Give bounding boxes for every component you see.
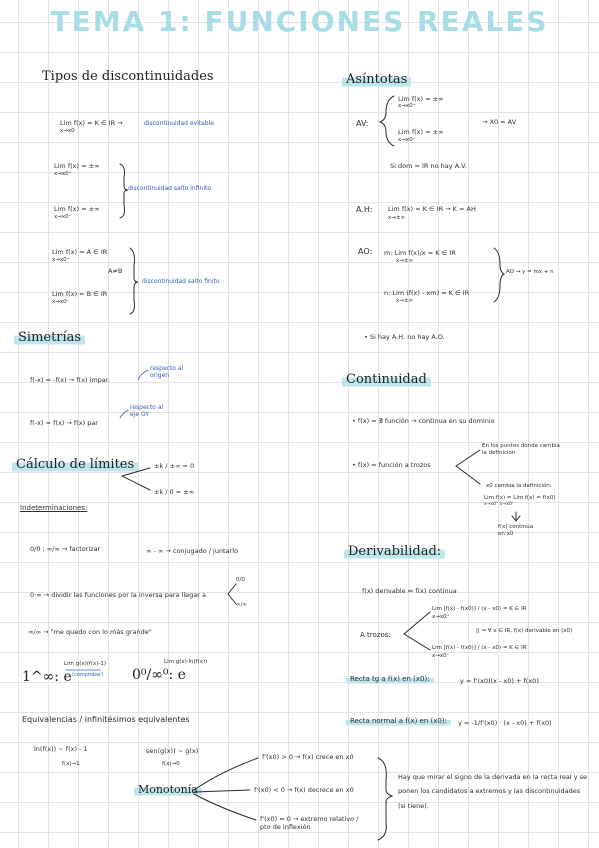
note-arrow-even <box>120 410 128 418</box>
tangent-formula: y = f'(x0)(x - x0) + f(x0) <box>460 677 539 685</box>
symmetry-even-note: respecto al eje OY <box>130 404 164 418</box>
salto-finito-bottom-sub: x→x0⁻ <box>52 299 70 305</box>
continuity-fork-upper <box>456 450 480 466</box>
salto-infinito-top-sub: x→x0⁺ <box>54 171 72 177</box>
salto-finito-condition: A≠B <box>108 267 123 275</box>
one-to-infinity-formula: 1^∞: e <box>22 669 72 685</box>
brace-ao <box>494 248 504 302</box>
continuity-change: x0 cambia la definición: <box>486 483 552 489</box>
zero-power-exponent: Lim g(x)·ln(f(x)) <box>164 659 208 665</box>
monotony-arrow-mid <box>194 790 250 792</box>
indet-fork-upper <box>228 584 236 594</box>
derivative-fork-upper <box>404 612 430 634</box>
indetermination-largest: ∞/∞ → "me quedo con lo más grande" <box>28 628 152 636</box>
ao-slope: m: Lim f(x)/x = K ∈ IR <box>384 249 456 257</box>
continuity-limits: Lim f(x) = Lim f(x) = f(x0) <box>484 495 556 501</box>
asymptotes-heading: Asíntotas <box>342 73 411 86</box>
brace-infinite-jump <box>120 164 128 218</box>
derivative-bottom-limit: Lim [f(x) - f(x0)] / (x - x0) = K ∈ IR <box>432 645 527 651</box>
limits-heading: Cálculo de límites <box>12 458 138 471</box>
indetermination-option-zero: 0/0 <box>236 577 245 583</box>
evitable-subscript: x→x0 <box>60 128 75 134</box>
continuity-limits-sub: x→x0⁻ x→x0⁺ <box>484 502 515 507</box>
indetermination-factorize: 0/0 ; ∞/∞ → factorizar <box>30 545 101 553</box>
derivative-bottom-sub: x→x0⁻ <box>432 653 450 659</box>
continuity-result: f(x) continua en x0 <box>498 524 534 538</box>
evitable-label: discontinuidad evitable <box>144 120 214 127</box>
monotony-heading: Monotonía <box>134 784 202 795</box>
salto-infinito-bottom-sub: x→x0⁻ <box>54 214 72 220</box>
derivability-heading: Derivabilidad: <box>344 545 445 558</box>
salto-finito-bottom: Lim f(x) = B ∈ IR <box>52 290 108 298</box>
ao-intercept: n: Lim (f(x) - xm) = K ∈ IR <box>384 289 470 297</box>
av-label: AV: <box>356 119 369 128</box>
ao-note: • Si hay A.H. no hay A.O. <box>364 333 445 341</box>
zero-power-formula: 0⁰/∞⁰: e <box>132 667 186 683</box>
page-title: TEMA 1: FUNCIONES REALES <box>50 5 549 38</box>
equivalences-heading: Equivalencias / infinitésimos equivalentes <box>22 715 190 724</box>
derivative-conclusion: || ⇒ ∀ x ∈ IR, f(x) derivable en (x0) <box>476 628 573 634</box>
salto-infinito-bottom: Lim f(x) = ±∞ <box>54 205 100 213</box>
brace-finite-jump <box>130 248 138 314</box>
continuity-rule-1: • f(x) = ∄ función → continua en su dominio <box>352 417 495 425</box>
monotony-increasing: f'(x0) > 0 → f(x) crece en x0 <box>262 753 354 761</box>
monotony-arrow-down <box>194 794 256 820</box>
salto-finito-top-sub: x→x0⁺ <box>52 257 70 263</box>
piecewise-label: A trozos: <box>360 631 391 639</box>
salto-finito-top: Lim f(x) = A ∈ IR <box>52 248 108 256</box>
discontinuities-heading: Tipos de discontinuidades <box>42 69 214 84</box>
limit-rule-infinity: ±k / 0 = ±∞ <box>154 488 195 496</box>
av-top-sub: x→x0⁺ <box>398 103 416 109</box>
continuity-breakpoints: En los puntos donde cambia la definición <box>482 443 560 457</box>
normal-label: Recta normal a f(x) en (x0): <box>346 718 451 725</box>
ah-formula: Lim f(x) = K ∈ IR → K = AH <box>388 205 476 213</box>
indet-fork-lower <box>228 594 236 604</box>
indetermination-option-infinity: ∞/∞ <box>236 602 248 608</box>
equivalence-log: ln(f(x)) ~ f(x) - 1 <box>34 745 88 753</box>
symmetry-odd-note: respecto al origen <box>150 365 184 379</box>
av-note: Si dom = IR no hay A.V. <box>390 162 467 170</box>
indetermination-zero-times-infinity: 0·∞ → dividir las funciones por la inversa para llegar a <box>30 591 206 599</box>
continuity-down-arrow <box>512 512 520 521</box>
one-to-infinity-exponent: Lim g(x)(f(x)-1) <box>64 661 106 667</box>
monotony-arrow-up <box>194 758 258 790</box>
av-top-limit: Lim f(x) = ±∞ <box>398 95 444 103</box>
equivalence-sine-condition: f(x)→0 <box>162 761 180 767</box>
limit-rule-zero: ±k / ±∞ = 0 <box>154 462 195 470</box>
monotony-critical: f'(x0) = 0 → extremo relativo / pto de inflexión <box>260 815 359 831</box>
ao-slope-sub: x→±∞ <box>396 258 414 264</box>
symmetry-even-formula: f(-x) = f(x) → f(x) par <box>30 419 98 427</box>
derivative-fork-lower <box>404 634 430 650</box>
one-to-infinity-note: (comprobar) <box>72 672 104 678</box>
derivative-top-sub: x→x0⁺ <box>432 614 450 620</box>
av-bottom-limit: Lim f(x) = ±∞ <box>398 128 444 136</box>
salto-finito-label: discontinuidad salto finito <box>142 278 220 285</box>
ao-label: AO: <box>358 247 373 256</box>
derivative-top-limit: Lim [f(x) - f(x0)] / (x - x0) = K ∈ IR <box>432 606 527 612</box>
derivability-rule: f(x) derivable ⇔ f(x) continua <box>362 587 457 595</box>
continuity-rule-2: • f(x) = función a trozos <box>352 461 431 469</box>
symmetry-heading: Simetrías <box>14 331 85 344</box>
equivalence-log-condition: f(x)→1 <box>62 761 80 767</box>
monotony-decreasing: f'(x0) < 0 → f(x) decrece en x0 <box>254 786 354 794</box>
ah-sub: x→±∞ <box>388 215 406 221</box>
ao-intercept-sub: x→±∞ <box>396 298 414 304</box>
note-arrow-odd <box>138 370 148 380</box>
ao-result: AO → y = mx + n <box>506 269 554 275</box>
indeterminations-heading: Indeterminaciones: <box>20 504 88 512</box>
continuity-fork-lower <box>456 466 480 484</box>
symmetry-odd-formula: f(-x) = -f(x) → f(x) impar. <box>30 376 110 384</box>
monotony-note: Hay que mirar el signo de la derivada en la recta real y se ponen los candidatos a extremos y las discontinuidades (si tiene). <box>398 773 588 810</box>
continuity-heading: Continuidad <box>342 373 431 386</box>
equivalence-sine: sen(g(x)) ~ g(x) <box>146 747 199 755</box>
salto-infinito-top: Lim f(x) = ±∞ <box>54 162 100 170</box>
av-result: → X0 = AV <box>482 118 517 126</box>
limits-fork-lower <box>122 476 150 490</box>
ah-label: A.H: <box>356 205 373 214</box>
av-bottom-sub: x→x0⁻ <box>398 137 416 143</box>
indetermination-conjugate: ∞ - ∞ → conjugado / juntarlo <box>146 547 239 555</box>
tangent-label: Recta tg a f(x) en (x0): <box>346 676 434 683</box>
brace-av <box>380 96 394 146</box>
evitable-formula: Lim f(x) = K ∈ IR → <box>60 119 123 127</box>
brace-monotony <box>378 758 392 840</box>
salto-infinito-label: discontinuidad salto infinito <box>128 185 212 192</box>
normal-formula: y = -1/f'(x0) · (x - x0) + f(x0) <box>458 719 552 727</box>
